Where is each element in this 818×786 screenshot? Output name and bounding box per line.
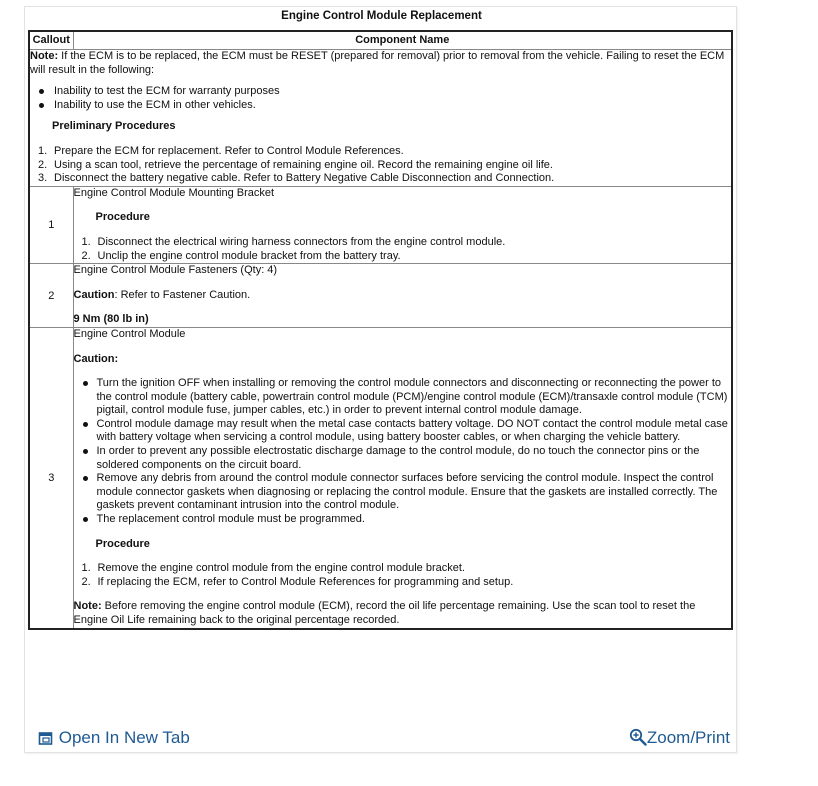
callout-number: 3 [29, 327, 73, 628]
procedure-steps [74, 562, 732, 589]
callout-number: 2 [29, 264, 73, 328]
list-item: In order to prevent any possible electrostatic discharge damage to the control module, do no touch the connector pins or the soldered components on the circuit board. [74, 445, 732, 472]
component-cell [73, 264, 732, 328]
caution-text: : Refer to Fastener Caution. [114, 288, 251, 301]
intro-cell [29, 50, 732, 187]
note-label: Note: [30, 50, 59, 62]
torque-spec: 9 Nm (80 lb in) [73, 313, 149, 326]
list-item: 1. Prepare the ECM for replacement. Refer to Control Module References. [38, 144, 404, 157]
zoom-print-link[interactable] [629, 727, 730, 749]
footer-links [25, 725, 738, 751]
table-header-row [29, 31, 732, 50]
note-label: Note: [73, 600, 102, 613]
list-item: 2. Using a scan tool, retrieve the percentage of remaining engine oil. Record the remaining engine oil life. [38, 158, 553, 171]
table-row [29, 327, 732, 628]
caution-line [74, 289, 732, 303]
open-in-new-tab-label: Open In New Tab [58, 728, 190, 747]
component-name: Engine Control Module Mounting Bracket [73, 186, 275, 199]
caution-bullet-list [74, 377, 732, 527]
ecm-note [74, 600, 732, 627]
list-item: 1. Disconnect the electrical wiring harness connectors from the engine control module. [81, 235, 506, 248]
note-text: Before removing the engine control module (ECM), record the oil life percentage remaining. Use the scan tool to reset the Engine Oil Life remaining back to the original percentage recorded. [73, 600, 696, 626]
component-name: Engine Control Module Fasteners (Qty: 4) [73, 264, 278, 277]
component-cell [73, 186, 732, 263]
procedure-steps [74, 236, 732, 263]
zoom-print-label: Zoom/Print [646, 728, 730, 747]
open-in-new-tab-link[interactable] [38, 727, 190, 749]
table-row [29, 264, 732, 328]
procedure-heading: Procedure [95, 537, 150, 550]
procedure-heading: Procedure [95, 211, 150, 224]
note-text: If the ECM is to be replaced, the ECM must be RESET (prepared for removal) prior to removal from the vehicle. Failing to reset the ECM will result in the following: [30, 50, 725, 76]
intro-note [30, 50, 731, 77]
list-item: The replacement control module must be programmed. [74, 513, 732, 527]
callout-number: 1 [29, 186, 73, 263]
table-row [29, 186, 732, 263]
list-item: 2. If replacing the ECM, refer to Control Module References for programming and setup. [81, 575, 514, 588]
column-header-callout: Callout [29, 31, 73, 50]
open-new-tab-icon [38, 730, 54, 746]
list-item: Inability to use the ECM in other vehicles. [30, 99, 731, 113]
preliminary-steps [30, 145, 731, 186]
list-item: 2. Unclip the engine control module bracket from the battery tray. [81, 249, 401, 262]
caution-label: Caution [73, 288, 115, 301]
magnifier-plus-icon [629, 728, 647, 746]
list-item: Control module damage may result when the metal case contacts battery voltage. DO NOT contact the control module metal case with battery voltage when servicing a control module, using battery booster cables, or when charging the vehicle battery. [74, 418, 732, 445]
caution-label: Caution: [73, 352, 119, 365]
list-item: 3. Disconnect the battery negative cable. Refer to Battery Negative Cable Disconnection and Connection. [38, 172, 555, 185]
preliminary-heading: Preliminary Procedures [52, 120, 176, 133]
list-item: Remove any debris from around the control module connector surfaces before servicing the control module. Inspect the control module connector gaskets when diagnosing or replacing the control module. Ensure that the gaskets are installed correctly. The gaskets prevent contaminant intrusion into the control module. [74, 472, 732, 513]
column-header-component: Component Name [73, 31, 732, 50]
procedure-table [28, 30, 733, 630]
page-title: Engine Control Module Replacement [281, 10, 482, 22]
intro-bullet-list [30, 85, 731, 112]
component-name: Engine Control Module [73, 327, 186, 340]
list-item: Turn the ignition OFF when installing or removing the control module connectors and disconnecting or reconnecting the power to the control module (battery cable, powertrain control module (PCM)/engine control module (ECM)/transaxle control module (TCM) pigtail, control module fuse, jumper cables, etc.) in order to prevent internal control module damage. [74, 377, 732, 418]
intro-row [29, 50, 732, 187]
component-cell [73, 327, 732, 628]
list-item: 1. Remove the engine control module from the engine control module bracket. [81, 562, 465, 575]
list-item: Inability to test the ECM for warranty purposes [30, 85, 731, 99]
document-frame [24, 6, 737, 753]
